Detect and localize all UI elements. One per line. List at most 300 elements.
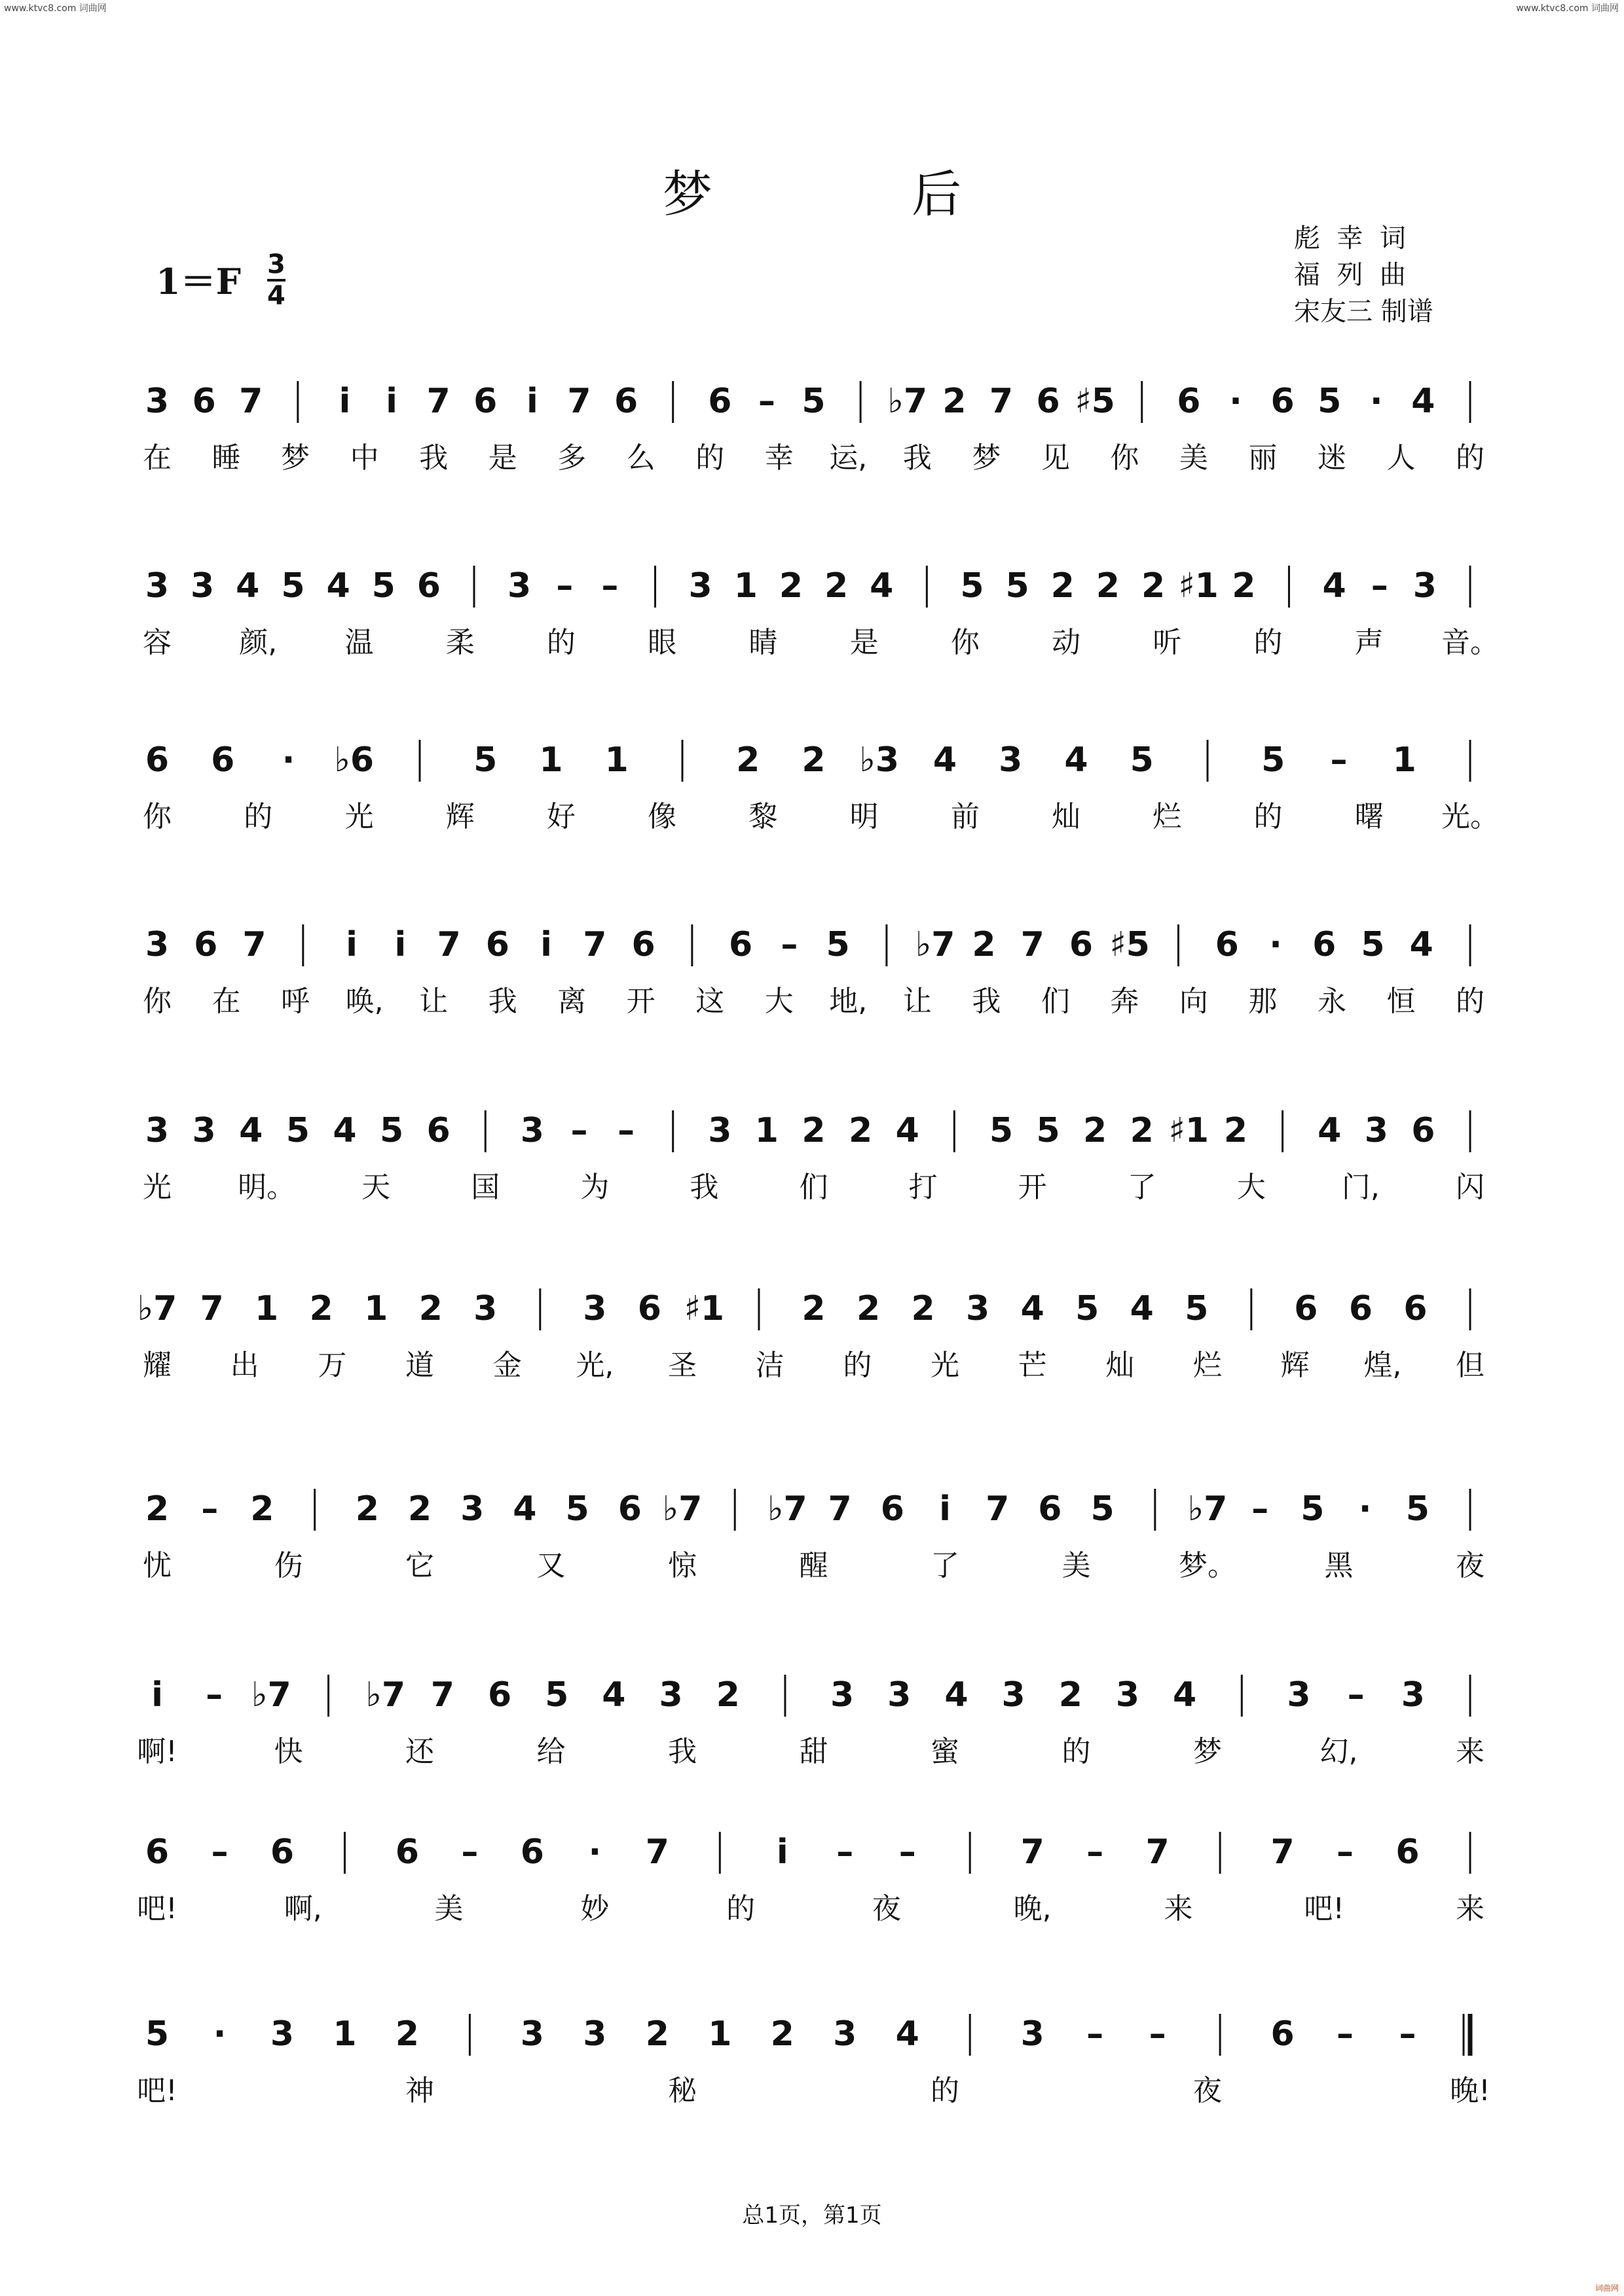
note-4-9: i: [540, 925, 552, 964]
note-10-5: 2: [395, 2014, 419, 2054]
note-8-17: 2: [1058, 1675, 1082, 1715]
note-3-18: 5: [1261, 740, 1285, 780]
note-3-15: 4: [1064, 740, 1088, 780]
note-6-16: 3: [966, 1289, 990, 1328]
note-9-7: 6: [520, 1832, 544, 1872]
note-8-1: i: [151, 1675, 163, 1715]
note-4-2: 6: [194, 925, 218, 964]
lyric-4-15: 奔: [1110, 985, 1139, 1018]
lyric-9-6: 夜: [872, 1892, 901, 1925]
note-7-6: 2: [407, 1489, 432, 1529]
lyric-8-9: 梦: [1193, 1735, 1222, 1768]
lyric-9-7: 晚,: [1013, 1892, 1052, 1925]
watermark-corner: 词曲网: [1595, 2284, 1619, 2293]
lyric-6-7: 圣: [668, 1349, 697, 1382]
time-bottom: 4: [267, 281, 286, 311]
lyric-4-8: 开: [626, 985, 655, 1018]
watermark-left: www.ktvc8.com 词曲网: [4, 3, 107, 14]
lyric-5-5: 为: [580, 1171, 610, 1204]
note-4-20: 6: [1069, 925, 1094, 964]
note-9-2: –: [211, 1832, 229, 1872]
note-5-9: 3: [520, 1111, 544, 1150]
note-7-1: 2: [145, 1489, 170, 1529]
note-6-7: 3: [473, 1289, 498, 1328]
lyric-10-2: 神: [405, 2074, 434, 2107]
note-9-5: 6: [395, 1832, 419, 1872]
note-7-7: 3: [460, 1489, 485, 1529]
note-4-6: i: [394, 925, 407, 964]
lyric-9-1: 吧!: [137, 1892, 177, 1925]
lyric-4-9: 这: [695, 985, 725, 1018]
note-9-6: –: [461, 1832, 479, 1872]
note-6-3: 1: [254, 1289, 279, 1328]
lyric-4-7: 离: [557, 985, 587, 1018]
lyric-4-20: 的: [1456, 985, 1485, 1018]
note-8-16: 3: [1001, 1675, 1025, 1715]
lyric-1-2: 睡: [212, 441, 241, 475]
note-4-17: ♭7: [915, 925, 955, 964]
note-4-7: 7: [437, 925, 461, 964]
note-2-5: 4: [326, 566, 350, 606]
note-4-19: 7: [1020, 925, 1044, 964]
lyric-3-11: 烂: [1153, 800, 1182, 833]
note-2-21: 2: [1050, 566, 1075, 606]
note-6-6: 2: [418, 1289, 443, 1328]
note-7-15: 6: [880, 1489, 904, 1529]
note-2-1: 3: [145, 566, 170, 606]
note-2-15: 2: [779, 566, 803, 606]
note-2-16: 2: [824, 566, 849, 606]
lyric-6-13: 烂: [1193, 1349, 1222, 1382]
system-3: [143, 740, 1499, 833]
note-5-6: 5: [379, 1111, 404, 1150]
lyric-1-20: 的: [1456, 441, 1485, 475]
note-4-25: 6: [1312, 925, 1337, 964]
note-2-10: –: [556, 566, 574, 606]
lyric-3-9: 前: [950, 800, 980, 833]
note-1-3: 7: [239, 382, 263, 421]
lyric-4-13: 我: [972, 985, 1001, 1018]
note-5-27: 3: [1364, 1111, 1388, 1150]
note-2-28: –: [1371, 566, 1388, 606]
note-2-13: 3: [688, 566, 712, 606]
note-10-12: 3: [833, 2014, 857, 2054]
lyric-4-3: 呼: [281, 985, 310, 1018]
note-1-23: 6: [1177, 382, 1201, 421]
note-1-15: 5: [802, 382, 826, 421]
lyric-3-2: 的: [244, 800, 273, 833]
note-10-17: –: [1149, 2014, 1166, 2054]
note-5-28: 6: [1411, 1111, 1435, 1150]
lyric-2-5: 的: [546, 626, 576, 659]
note-1-25: 6: [1270, 382, 1295, 421]
note-6-14: 2: [856, 1289, 881, 1328]
lyric-9-5: 的: [726, 1892, 756, 1925]
note-1-13: 6: [708, 382, 732, 421]
system-2: [143, 566, 1499, 659]
note-9-1: 6: [145, 1832, 170, 1872]
note-8-2: –: [206, 1675, 223, 1715]
lyric-6-1: 耀: [143, 1349, 172, 1382]
note-2-14: 1: [733, 566, 758, 606]
lyric-1-18: 迷: [1317, 441, 1346, 475]
note-9-21: 6: [1395, 1832, 1420, 1872]
lyric-2-6: 眼: [648, 626, 677, 659]
note-6-23: 6: [1348, 1289, 1373, 1328]
note-1-28: 4: [1411, 382, 1435, 421]
note-5-21: 2: [1083, 1111, 1107, 1150]
lyric-6-16: 但: [1456, 1349, 1485, 1382]
note-4-10: 7: [583, 925, 607, 964]
note-8-6: 7: [430, 1675, 454, 1715]
note-2-20: 5: [1005, 566, 1029, 606]
note-3-7: 1: [539, 740, 563, 780]
note-8-19: 4: [1173, 1675, 1197, 1715]
lyric-4-6: 我: [488, 985, 517, 1018]
lyric-7-8: 美: [1061, 1549, 1091, 1582]
note-6-24: 6: [1403, 1289, 1428, 1328]
lyric-7-3: 它: [405, 1549, 434, 1582]
lyric-3-13: 曙: [1354, 800, 1384, 833]
note-3-8: 1: [604, 740, 629, 780]
lyric-6-4: 道: [405, 1349, 434, 1382]
note-2-11: –: [601, 566, 619, 606]
lyric-2-14: 音。: [1441, 626, 1499, 659]
note-8-11: 2: [716, 1675, 740, 1715]
note-2-23: 2: [1141, 566, 1166, 606]
note-8-21: 3: [1287, 1675, 1311, 1715]
lyric-5-4: 国: [471, 1171, 500, 1204]
lyric-4-19: 恒: [1386, 985, 1416, 1018]
lyric-2-13: 声: [1354, 626, 1384, 659]
note-7-2: –: [201, 1489, 219, 1529]
lyric-9-10: 来: [1456, 1892, 1485, 1925]
note-1-18: 2: [942, 382, 967, 421]
note-7-23: 5: [1301, 1489, 1325, 1529]
note-4-5: i: [346, 925, 358, 964]
lyric-3-8: 明: [849, 800, 879, 833]
note-6-9: 3: [583, 1289, 607, 1328]
lyric-7-11: 夜: [1456, 1549, 1485, 1582]
note-7-19: 5: [1090, 1489, 1115, 1529]
page-footer: 总1页，第1页: [742, 2202, 882, 2229]
note-5-16: 2: [849, 1111, 873, 1150]
note-5-7: 6: [426, 1111, 451, 1150]
note-5-26: 4: [1318, 1111, 1342, 1150]
note-7-18: 6: [1038, 1489, 1062, 1529]
lyric-1-10: 幸: [764, 441, 794, 475]
note-7-13: ♭7: [767, 1489, 807, 1529]
lyric-1-4: 中: [350, 441, 379, 475]
note-5-4: 5: [286, 1111, 310, 1150]
lyric-3-4: 辉: [445, 800, 475, 833]
lyric-6-5: 金: [492, 1349, 522, 1382]
lyric-7-1: 忧: [143, 1549, 172, 1582]
note-10-2: ·: [213, 2014, 227, 2054]
lyric-6-6: 光,: [576, 1349, 614, 1382]
lyric-9-4: 妙: [580, 1892, 610, 1925]
note-7-21: ♭7: [1187, 1489, 1228, 1529]
lyric-1-19: 人: [1386, 441, 1416, 475]
note-1-17: ♭7: [887, 382, 928, 421]
lyric-6-2: 出: [230, 1349, 259, 1382]
note-1-20: 6: [1036, 382, 1060, 421]
lyric-6-3: 万: [318, 1349, 347, 1382]
note-1-2: 6: [192, 382, 216, 421]
note-10-19: 6: [1270, 2014, 1295, 2054]
note-1-27: ·: [1369, 382, 1383, 421]
lyric-9-9: 吧!: [1304, 1892, 1345, 1925]
lyric-6-8: 洁: [755, 1349, 784, 1382]
lyric-5-12: 门,: [1341, 1171, 1380, 1204]
system-9: [137, 1832, 1485, 1925]
note-1-9: i: [526, 382, 538, 421]
note-10-15: 3: [1020, 2014, 1044, 2054]
note-1-5: i: [339, 382, 351, 421]
note-5-20: 5: [1036, 1111, 1060, 1150]
note-4-13: 6: [729, 925, 753, 964]
lyric-4-2: 在: [212, 985, 241, 1018]
lyric-1-8: 么: [626, 441, 655, 475]
note-3-13: 4: [932, 740, 957, 780]
note-5-17: 4: [895, 1111, 919, 1150]
credit-composer: 福 列 曲: [1294, 260, 1406, 290]
note-6-4: 2: [309, 1289, 333, 1328]
note-3-16: 5: [1130, 740, 1154, 780]
note-7-11: ♭7: [662, 1489, 703, 1529]
note-7-17: 7: [986, 1489, 1010, 1529]
note-8-3: ♭7: [251, 1675, 291, 1715]
note-5-22: 2: [1130, 1111, 1154, 1150]
lyric-5-7: 们: [799, 1171, 828, 1204]
note-5-19: 5: [989, 1111, 1014, 1150]
note-8-7: 6: [487, 1675, 512, 1715]
lyric-4-18: 永: [1317, 985, 1346, 1018]
lyric-2-10: 动: [1052, 626, 1081, 659]
note-6-5: 1: [364, 1289, 388, 1328]
note-9-15: 7: [1020, 1832, 1044, 1872]
lyric-10-1: 吧!: [137, 2074, 177, 2107]
note-8-18: 3: [1115, 1675, 1140, 1715]
note-9-13: –: [898, 1832, 916, 1872]
note-9-3: 6: [270, 1832, 295, 1872]
system-8: [137, 1675, 1485, 1768]
lyric-1-16: 美: [1179, 441, 1208, 475]
note-1-6: i: [386, 382, 397, 421]
lyric-1-5: 我: [419, 441, 449, 475]
lyric-3-12: 的: [1253, 800, 1283, 833]
note-9-20: –: [1337, 1832, 1354, 1872]
note-1-24: ·: [1229, 382, 1242, 421]
note-6-11: ♯1: [684, 1289, 725, 1328]
note-10-10: 1: [708, 2014, 732, 2054]
note-8-15: 4: [944, 1675, 969, 1715]
note-1-1: 3: [145, 382, 170, 421]
note-8-8: 5: [545, 1675, 569, 1715]
note-6-10: 6: [637, 1289, 661, 1328]
lyric-6-11: 芒: [1018, 1349, 1047, 1382]
note-5-13: 3: [708, 1111, 732, 1150]
note-8-9: 4: [602, 1675, 626, 1715]
lyric-3-7: 黎: [748, 800, 778, 833]
note-4-27: 4: [1409, 925, 1433, 964]
note-10-13: 4: [895, 2014, 919, 2054]
note-10-16: –: [1086, 2014, 1104, 2054]
note-7-14: 7: [828, 1489, 852, 1529]
lyric-8-10: 幻,: [1320, 1735, 1358, 1768]
lyric-1-15: 你: [1110, 441, 1139, 475]
note-3-19: –: [1330, 740, 1348, 780]
note-9-12: –: [836, 1832, 854, 1872]
lyric-9-8: 来: [1164, 1892, 1193, 1925]
lyric-1-14: 见: [1041, 441, 1070, 475]
lyric-6-9: 的: [843, 1349, 872, 1382]
note-7-5: 2: [355, 1489, 379, 1529]
note-5-15: 2: [802, 1111, 826, 1150]
lyric-1-17: 丽: [1248, 441, 1278, 475]
note-6-18: 5: [1075, 1289, 1099, 1328]
lyric-5-9: 开: [1018, 1171, 1047, 1204]
note-5-23: ♯1: [1168, 1111, 1209, 1150]
note-4-15: 5: [826, 925, 850, 964]
note-3-14: 3: [999, 740, 1023, 780]
note-7-9: 5: [565, 1489, 589, 1529]
lyric-3-10: 灿: [1052, 800, 1081, 833]
note-6-15: 2: [911, 1289, 935, 1328]
lyric-4-17: 那: [1248, 985, 1278, 1018]
lyric-5-1: 光: [143, 1171, 172, 1204]
lyric-10-5: 夜: [1193, 2074, 1222, 2107]
note-3-6: 5: [473, 740, 498, 780]
lyric-10-6: 晚!: [1450, 2074, 1490, 2107]
note-9-9: 7: [645, 1832, 669, 1872]
lyric-2-8: 是: [849, 626, 879, 659]
lyric-8-7: 蜜: [931, 1735, 959, 1768]
lyric-2-7: 睛: [748, 626, 778, 659]
lyric-8-1: 啊!: [137, 1735, 177, 1768]
note-10-7: 3: [520, 2014, 544, 2054]
note-3-2: 6: [211, 740, 235, 780]
note-8-13: 3: [830, 1675, 855, 1715]
lyric-3-5: 好: [546, 800, 576, 833]
note-6-13: 2: [802, 1289, 826, 1328]
lyric-1-1: 在: [143, 441, 172, 475]
lyric-9-3: 美: [434, 1892, 464, 1925]
note-8-23: 3: [1401, 1675, 1425, 1715]
lyric-4-10: 大: [764, 985, 794, 1018]
note-5-11: –: [618, 1111, 635, 1150]
note-1-14: –: [758, 382, 775, 421]
note-7-16: i: [939, 1489, 951, 1529]
lyric-8-2: 快: [274, 1735, 303, 1768]
note-2-4: 5: [281, 566, 305, 606]
note-4-24: ·: [1269, 925, 1282, 964]
note-2-3: 4: [236, 566, 260, 606]
lyric-6-10: 光: [931, 1349, 959, 1382]
lyric-4-1: 你: [143, 985, 172, 1018]
note-7-3: 2: [250, 1489, 274, 1529]
lyric-1-12: 我: [902, 441, 932, 475]
note-4-8: 6: [485, 925, 509, 964]
lyric-3-1: 你: [143, 800, 172, 833]
lyric-1-3: 梦: [281, 441, 310, 475]
lyric-2-1: 容: [143, 626, 172, 659]
lyric-2-11: 听: [1153, 626, 1182, 659]
lyric-1-11: 运,: [829, 441, 868, 475]
lyric-1-6: 是: [488, 441, 517, 475]
lyric-8-6: 甜: [799, 1735, 828, 1768]
note-6-19: 4: [1130, 1289, 1154, 1328]
lyric-3-14: 光。: [1441, 800, 1499, 833]
lyric-2-4: 柔: [445, 626, 475, 659]
song-title: 梦 后: [662, 165, 1054, 223]
note-6-20: 5: [1185, 1289, 1209, 1328]
lyric-7-6: 醒: [799, 1549, 828, 1582]
time-top: 3: [267, 249, 286, 280]
lyric-7-5: 惊: [668, 1549, 697, 1582]
lyric-5-8: 打: [908, 1171, 938, 1204]
lyric-2-12: 的: [1253, 626, 1283, 659]
lyric-7-10: 黑: [1324, 1549, 1354, 1582]
note-1-8: 6: [473, 382, 498, 421]
note-2-17: 4: [870, 566, 894, 606]
lyric-8-3: 还: [405, 1735, 434, 1768]
note-4-23: 6: [1215, 925, 1239, 964]
credit-arranger: 宋友三 制谱: [1294, 297, 1433, 327]
note-10-3: 3: [270, 2014, 295, 2054]
key-signature: 1＝F: [156, 261, 241, 302]
note-1-10: 7: [567, 382, 591, 421]
lyric-7-4: 又: [536, 1549, 566, 1582]
note-10-1: 5: [145, 2014, 170, 2054]
note-2-24: ♯1: [1178, 566, 1219, 606]
note-8-10: 3: [659, 1675, 683, 1715]
lyric-6-15: 煌,: [1363, 1349, 1402, 1382]
lyric-8-8: 的: [1061, 1735, 1091, 1768]
note-10-8: 3: [583, 2014, 607, 2054]
lyric-4-14: 们: [1041, 985, 1070, 1018]
note-7-8: 4: [513, 1489, 537, 1529]
note-4-14: –: [781, 925, 798, 964]
lyric-2-9: 你: [950, 626, 980, 659]
note-4-11: 6: [631, 925, 655, 964]
note-1-11: 6: [614, 382, 638, 421]
note-10-4: 1: [333, 2014, 357, 2054]
lyric-2-2: 颜,: [239, 626, 278, 659]
note-1-26: 5: [1318, 382, 1342, 421]
lyric-6-12: 灿: [1105, 1349, 1135, 1382]
lyric-5-13: 闪: [1456, 1171, 1485, 1204]
system-5: [143, 1110, 1485, 1204]
note-4-1: 3: [145, 925, 170, 964]
note-10-9: 2: [645, 2014, 669, 2054]
lyric-1-7: 多: [557, 441, 587, 475]
note-5-10: –: [570, 1111, 588, 1150]
note-7-25: 5: [1405, 1489, 1430, 1529]
note-9-19: 7: [1270, 1832, 1295, 1872]
note-2-29: 3: [1412, 566, 1437, 606]
note-5-14: 1: [754, 1111, 779, 1150]
note-5-3: 4: [239, 1111, 263, 1150]
lyric-4-16: 向: [1179, 985, 1208, 1018]
lyric-4-4: 唤,: [345, 985, 384, 1018]
lyric-2-3: 温: [344, 626, 374, 659]
lyric-8-11: 来: [1456, 1735, 1485, 1768]
note-6-1: ♭7: [137, 1289, 177, 1328]
lyric-8-5: 我: [668, 1735, 697, 1768]
note-1-7: 7: [426, 382, 451, 421]
note-8-14: 3: [887, 1675, 912, 1715]
